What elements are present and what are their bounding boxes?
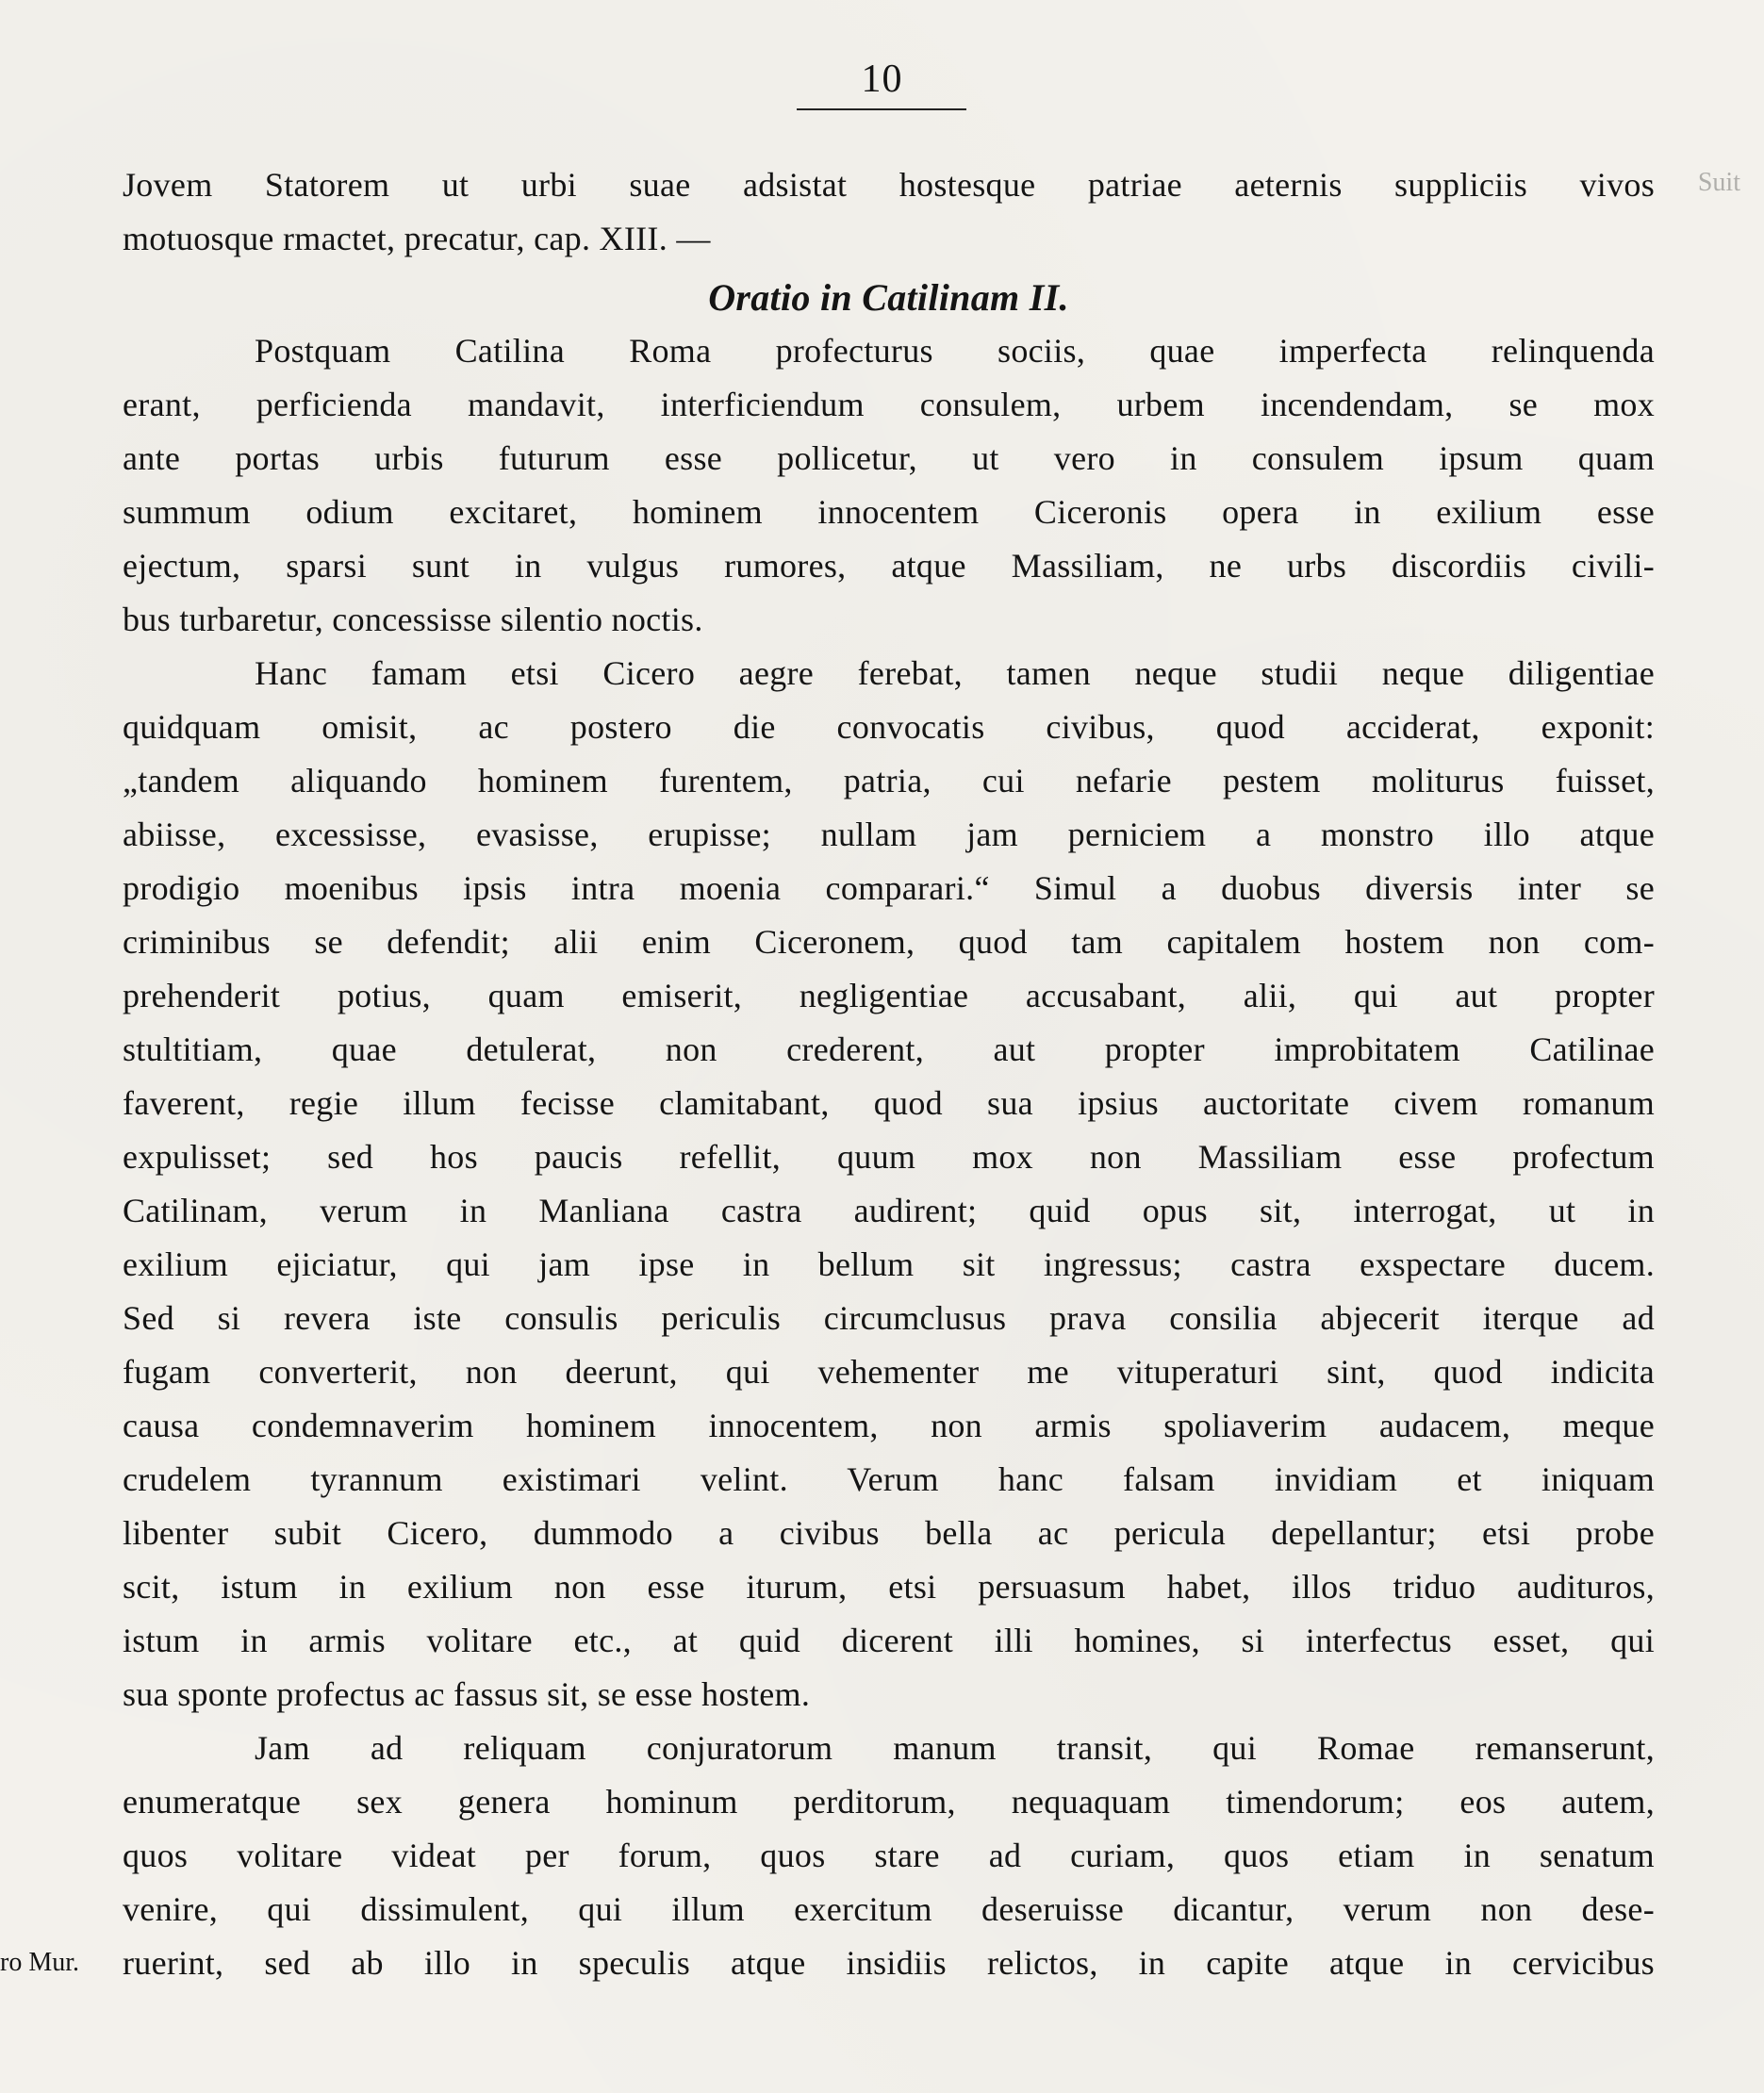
intro-paragraph bbox=[123, 158, 1655, 266]
text-line: erant, perficienda mandavit, interficiendum consulem, urbem incendendam, se mox bbox=[123, 386, 1655, 423]
text-line: prehenderit potius, quam emiserit, negligentiae accusabant, alii, qui aut propter bbox=[123, 977, 1655, 1014]
page-number: 10 bbox=[861, 58, 903, 101]
text-line: enumeratque sex genera hominum perditorum, nequaquam timendorum; eos autem, bbox=[123, 1783, 1655, 1821]
text-line: faverent, regie illum fecisse clamitabant, quod sua ipsius auctoritate civem romanum bbox=[123, 1084, 1655, 1122]
paragraph-3 bbox=[123, 1722, 1655, 1990]
paragraph-2 bbox=[123, 647, 1655, 1722]
text-line: istum in armis volitare etc., at quid dicerent illi homines, si interfectus esset, qui bbox=[123, 1622, 1655, 1659]
text-line: ruerint, sed ab illo in speculis atque insidiis relictos, in capite atque in cervicibus bbox=[123, 1944, 1655, 1982]
text-line: criminibus se defendit; alii enim Ciceronem, quod tam capitalem hostem non com- bbox=[123, 923, 1655, 961]
text-line: Postquam Catilina Roma profecturus sociis, quae imperfecta relinquenda bbox=[255, 332, 1655, 370]
text-line: stultitiam, quae detulerat, non crederent, aut propter improbitatem Catilinae bbox=[123, 1030, 1655, 1068]
text-line: bus turbaretur, concessisse silentio noctis. bbox=[123, 601, 703, 638]
bleed-through-text: Suit bbox=[1697, 168, 1740, 197]
text-line: Catilinam, verum in Manliana castra audirent; quid opus sit, interrogat, ut in bbox=[123, 1192, 1655, 1229]
paragraph-1 bbox=[123, 324, 1655, 647]
text-line: quos volitare videat per forum, quos stare ad curiam, quos etiam in senatum bbox=[123, 1837, 1655, 1874]
text-line: Hanc famam etsi Cicero aegre ferebat, tamen neque studii neque diligentiae bbox=[255, 654, 1655, 692]
text-line: ejectum, sparsi sunt in vulgus rumores, atque Massiliam, ne urbs discordiis civili- bbox=[123, 547, 1655, 585]
text-line: sua sponte profectus ac fassus sit, se esse hostem. bbox=[123, 1675, 811, 1713]
text-line: expulisset; sed hos paucis refellit, quum mox non Massiliam esse profectum bbox=[123, 1138, 1655, 1176]
text-line: prodigio moenibus ipsis intra moenia comparari.“ Simul a duobus diversis inter se bbox=[123, 869, 1655, 907]
text-line: scit, istum in exilium non esse iturum, etsi persuasum habet, illos triduo audituros, bbox=[123, 1568, 1655, 1606]
text-line: quidquam omisit, ac postero die convocatis civibus, quod acciderat, exponit: bbox=[123, 708, 1655, 746]
text-line: causa condemnaverim hominem innocentem, non armis spoliaverim audacem, meque bbox=[123, 1407, 1655, 1444]
body-text bbox=[123, 158, 1655, 1990]
margin-note: ro Mur. bbox=[0, 1948, 79, 1977]
text-line: crudelem tyrannum existimari velint. Verum hanc falsam invidiam et iniquam bbox=[123, 1460, 1655, 1498]
text-line: „tandem aliquando hominem furentem, patria, cui nefarie pestem moliturus fuisset, bbox=[123, 762, 1655, 799]
text-line: motuosque rmactet, precatur, cap. XIII. — bbox=[123, 220, 711, 257]
text-line: fugam converterit, non deerunt, qui vehementer me vituperaturi sint, quod indicita bbox=[123, 1353, 1655, 1391]
text-line: abiisse, excessisse, evasisse, erupisse; nullam jam perniciem a monstro illo atque bbox=[123, 816, 1655, 853]
text-line: ante portas urbis futurum esse pollicetur, ut vero in consulem ipsum quam bbox=[123, 439, 1655, 477]
section-heading: Oratio in Catilinam II. bbox=[708, 276, 1069, 319]
text-line: summum odium excitaret, hominem innocentem Ciceronis opera in exilium esse bbox=[123, 493, 1655, 531]
text-line: Jovem Statorem ut urbi suae adsistat hostesque patriae aeternis suppliciis vivos bbox=[123, 166, 1655, 204]
text-line: Sed si revera iste consulis periculis circumclusus prava consilia abjecerit iterque ad bbox=[123, 1299, 1655, 1337]
page-number-rule bbox=[797, 108, 966, 110]
text-line: exilium ejiciatur, qui jam ipse in bellum sit ingressus; castra exspectare ducem. bbox=[123, 1245, 1655, 1283]
text-line: venire, qui dissimulent, qui illum exercitum deseruisse dicantur, verum non dese- bbox=[123, 1890, 1655, 1928]
text-line: libenter subit Cicero, dummodo a civibus bella ac pericula depellantur; etsi probe bbox=[123, 1514, 1655, 1552]
text-line: Jam ad reliquam conjuratorum manum transit, qui Romae remanserunt, bbox=[255, 1729, 1655, 1767]
